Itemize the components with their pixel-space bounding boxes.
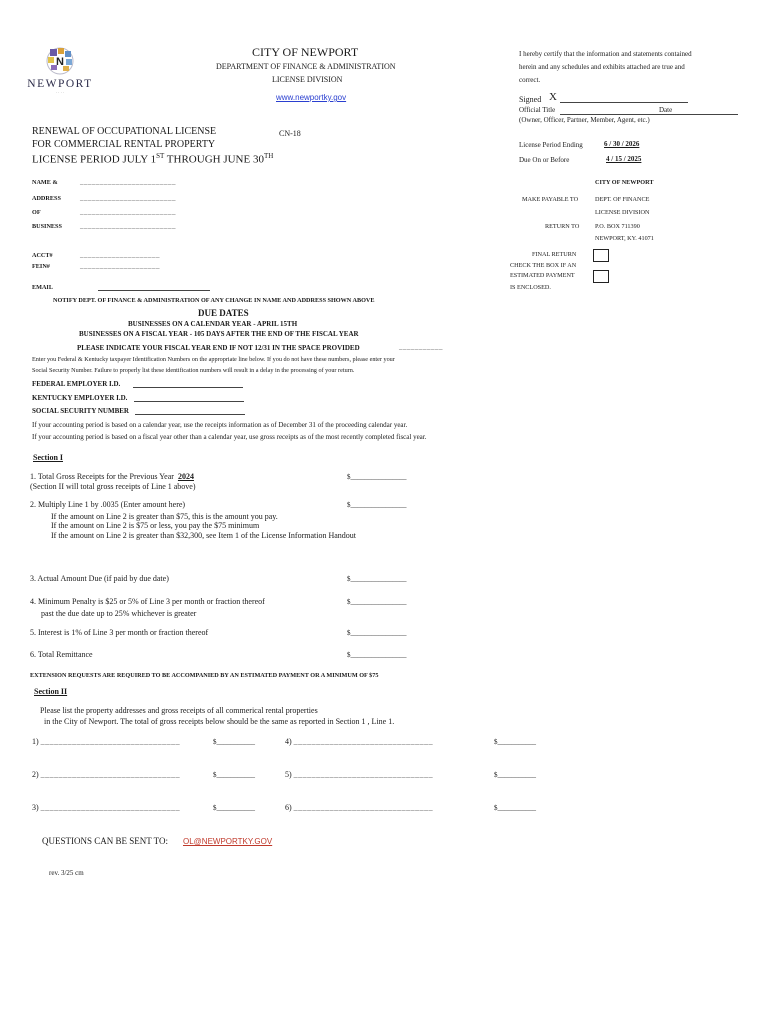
payable-value-2: LICENSE DIVISION bbox=[595, 209, 650, 216]
kentucky-id-input[interactable] bbox=[134, 401, 244, 402]
property-amount-1[interactable]: $___________ bbox=[213, 738, 255, 746]
federal-id-input[interactable] bbox=[133, 387, 243, 388]
signature-line[interactable] bbox=[560, 102, 688, 103]
payable-value-1: DEPT. OF FINANCE bbox=[595, 196, 650, 203]
official-title-label: Official Title bbox=[519, 106, 556, 114]
section2-title: Section II bbox=[34, 687, 68, 696]
line3-amount[interactable]: $________________ bbox=[347, 575, 407, 583]
period-ending-label: License Period Ending bbox=[519, 141, 583, 149]
line6-text: 6. Total Remittance bbox=[30, 650, 93, 659]
signed-label: Signed bbox=[519, 95, 542, 104]
property-amount-4[interactable]: $___________ bbox=[494, 738, 536, 746]
certify-text-1: I hereby certify that the information and statements contained bbox=[519, 50, 692, 58]
property-row-2[interactable]: 2) _______________________________ bbox=[32, 770, 181, 779]
estimated-label-2: ESTIMATED PAYMENT bbox=[510, 272, 575, 279]
website-link[interactable]: www.newportky.gov bbox=[276, 93, 347, 102]
svg-text:N: N bbox=[56, 56, 64, 68]
line5-text: 5. Interest is 1% of Line 3 per month or fraction thereof bbox=[30, 628, 209, 637]
division-name: LICENSE DIVISION bbox=[272, 75, 343, 84]
section1-title: Section I bbox=[33, 453, 63, 462]
line1-note: (Section II will total gross receipts of Line 1 above) bbox=[30, 482, 196, 491]
roles-text: (Owner, Officer, Partner, Member, Agent, etc.) bbox=[519, 116, 650, 124]
line6-amount[interactable]: $________________ bbox=[347, 651, 407, 659]
address-label: ADDRESS bbox=[32, 195, 61, 202]
revision-note: rev. 3/25 cm bbox=[49, 869, 84, 877]
section2-intro-1: Please list the property addresses and gross receipts of all commerical rental properties bbox=[40, 706, 318, 715]
title-date-line[interactable] bbox=[560, 114, 738, 115]
return-value-2: NEWPORT, KY. 41071 bbox=[595, 235, 654, 242]
period-ending-value: 6 / 30 / 2026 bbox=[604, 140, 640, 148]
email-input[interactable] bbox=[98, 290, 210, 291]
extension-text: EXTENSION REQUESTS ARE REQUIRED TO BE ACCOMPANIED BY AN ESTIMATED PAYMENT OR A MINIMUM OF $75 bbox=[30, 672, 379, 679]
line2-text: 2. Multiply Line 1 by .0035 (Enter amount here) bbox=[30, 500, 186, 509]
return-label: RETURN TO bbox=[545, 223, 580, 230]
questions-label: QUESTIONS CAN BE SENT TO: bbox=[42, 836, 169, 846]
due-dates-line-1: BUSINESSES ON A CALENDAR YEAR - APRIL 15TH bbox=[128, 320, 298, 328]
signed-mark: X bbox=[549, 91, 557, 103]
payable-label: MAKE PAYABLE TO bbox=[522, 196, 579, 203]
ids-instruction-1: Enter you Federal & Kentucky taxpayer Identification Numbers on the appropriate line below. If you do not have these numbers, please enter your bbox=[32, 356, 395, 363]
line5-amount[interactable]: $________________ bbox=[347, 629, 407, 637]
due-label: Due On or Before bbox=[519, 156, 570, 164]
line1-text: 1. Total Gross Receipts for the Previous Year 2024 bbox=[30, 472, 194, 481]
property-amount-5[interactable]: $___________ bbox=[494, 771, 536, 779]
notify-text: NOTIFY DEPT. OF FINANCE & ADMINISTRATION OF ANY CHANGE IN NAME AND ADDRESS SHOWN ABOVE bbox=[53, 297, 375, 304]
estimated-label-3: IS ENCLOSED. bbox=[510, 284, 551, 291]
estimated-label-1: CHECK THE BOX IF AN bbox=[510, 262, 577, 269]
line3-text: 3. Actual Amount Due (if paid by due date) bbox=[30, 574, 169, 583]
estimated-payment-checkbox[interactable] bbox=[593, 270, 609, 283]
payment-city: CITY OF NEWPORT bbox=[595, 179, 654, 186]
due-value: 4 / 15 / 2025 bbox=[606, 155, 642, 163]
department-name: DEPARTMENT OF FINANCE & ADMINISTRATION bbox=[216, 62, 396, 71]
line4-text-a: 4. Minimum Penalty is $25 or 5% of Line 3 per month or fraction thereof bbox=[30, 597, 265, 606]
property-row-5[interactable]: 5) _______________________________ bbox=[285, 770, 434, 779]
return-value-1: P.O. BOX 711390 bbox=[595, 223, 640, 230]
ssn-label: SOCIAL SECURITY NUMBER bbox=[32, 407, 129, 415]
property-amount-3[interactable]: $___________ bbox=[213, 804, 255, 812]
business-label: BUSINESS bbox=[32, 223, 62, 230]
svg-text:NEWPORT: NEWPORT bbox=[27, 78, 93, 90]
line4-text-b: past the due date up to 25% whichever is greater bbox=[41, 609, 197, 618]
name-label: NAME & bbox=[32, 179, 58, 186]
form-title-1: RENEWAL OF OCCUPATIONAL LICENSE bbox=[32, 126, 217, 137]
kentucky-id-label: KENTUCKY EMPLOYER I.D. bbox=[32, 394, 128, 402]
acct-label: ACCT# bbox=[32, 252, 53, 259]
property-amount-6[interactable]: $___________ bbox=[494, 804, 536, 812]
name-input[interactable]: ________________________ bbox=[80, 178, 176, 186]
federal-id-label: FEDERAL EMPLOYER I.D. bbox=[32, 380, 121, 388]
of-label: OF bbox=[32, 209, 41, 216]
line1-amount[interactable]: $________________ bbox=[347, 473, 407, 481]
certify-text-3: correct. bbox=[519, 76, 541, 84]
ssn-input[interactable] bbox=[135, 414, 245, 415]
svg-text:· · · ·: · · · · bbox=[55, 90, 65, 94]
fiscal-year-input[interactable]: ___________ bbox=[399, 343, 443, 351]
newport-logo bbox=[20, 44, 100, 94]
property-row-4[interactable]: 4) _______________________________ bbox=[285, 737, 434, 746]
address-input-3[interactable]: ________________________ bbox=[80, 222, 176, 230]
acct-input[interactable]: ____________________ bbox=[80, 251, 160, 259]
fiscal-prompt: PLEASE INDICATE YOUR FISCAL YEAR END IF NOT 12/31 IN THE SPACE PROVIDED bbox=[77, 344, 360, 352]
property-row-3[interactable]: 3) _______________________________ bbox=[32, 803, 181, 812]
line2-note-a: If the amount on Line 2 is greater than $75, this is the amount you pay. bbox=[51, 512, 278, 521]
property-amount-2[interactable]: $___________ bbox=[213, 771, 255, 779]
fein-input[interactable]: ____________________ bbox=[80, 262, 160, 270]
ids-instruction-2: Social Security Number. Failure to properly list these identification numbers will result in a delay in the processing of your return. bbox=[32, 367, 355, 374]
final-return-label: FINAL RETURN bbox=[532, 251, 577, 258]
property-row-6[interactable]: 6) _______________________________ bbox=[285, 803, 434, 812]
email-label: EMAIL bbox=[32, 284, 53, 291]
line2-amount[interactable]: $________________ bbox=[347, 501, 407, 509]
fein-label: FEIN# bbox=[32, 263, 50, 270]
accounting-line-1: If your accounting period is based on a calendar year, use the receipts information as of December 31 of the proceeding calendar year. bbox=[32, 421, 408, 429]
due-dates-heading: DUE DATES bbox=[198, 308, 249, 318]
line2-note-b: If the amount on Line 2 is $75 or less, you pay the $75 minimum bbox=[51, 521, 260, 530]
city-title: CITY OF NEWPORT bbox=[252, 45, 359, 59]
newport-seal-icon bbox=[20, 44, 100, 94]
address-input-2[interactable]: ________________________ bbox=[80, 208, 176, 216]
address-input-1[interactable]: ________________________ bbox=[80, 194, 176, 202]
line4-amount[interactable]: $________________ bbox=[347, 598, 407, 606]
certify-text-2: herein and any schedules and exhibits attached are true and bbox=[519, 63, 685, 71]
license-period: LICENSE PERIOD JULY 1ST THROUGH JUNE 30TH bbox=[32, 152, 274, 166]
date-label: Date bbox=[659, 106, 673, 114]
property-row-1[interactable]: 1) _______________________________ bbox=[32, 737, 181, 746]
accounting-line-2: If your accounting period is based on a fiscal year other than a calendar year, use gross receipts as of the most recently completed fiscal year. bbox=[32, 433, 427, 441]
form-title-2: FOR COMMERCIAL RENTAL PROPERTY bbox=[32, 139, 216, 150]
due-dates-line-2: BUSINESSES ON A FISCAL YEAR - 105 DAYS AFTER THE END OF THE FISCAL YEAR bbox=[79, 330, 359, 338]
line2-note-c: If the amount on Line 2 is greater than $32,300, see Item 1 of the License Information Handout bbox=[51, 531, 357, 540]
section2-intro-2: in the City of Newport. The total of gross receipts below should be the same as reported in Section 1 , Line 1. bbox=[44, 717, 395, 726]
final-return-checkbox[interactable] bbox=[593, 249, 609, 262]
questions-email-link[interactable]: OL@NEWPORTKY.GOV bbox=[183, 837, 273, 846]
form-code: CN-18 bbox=[279, 129, 301, 138]
